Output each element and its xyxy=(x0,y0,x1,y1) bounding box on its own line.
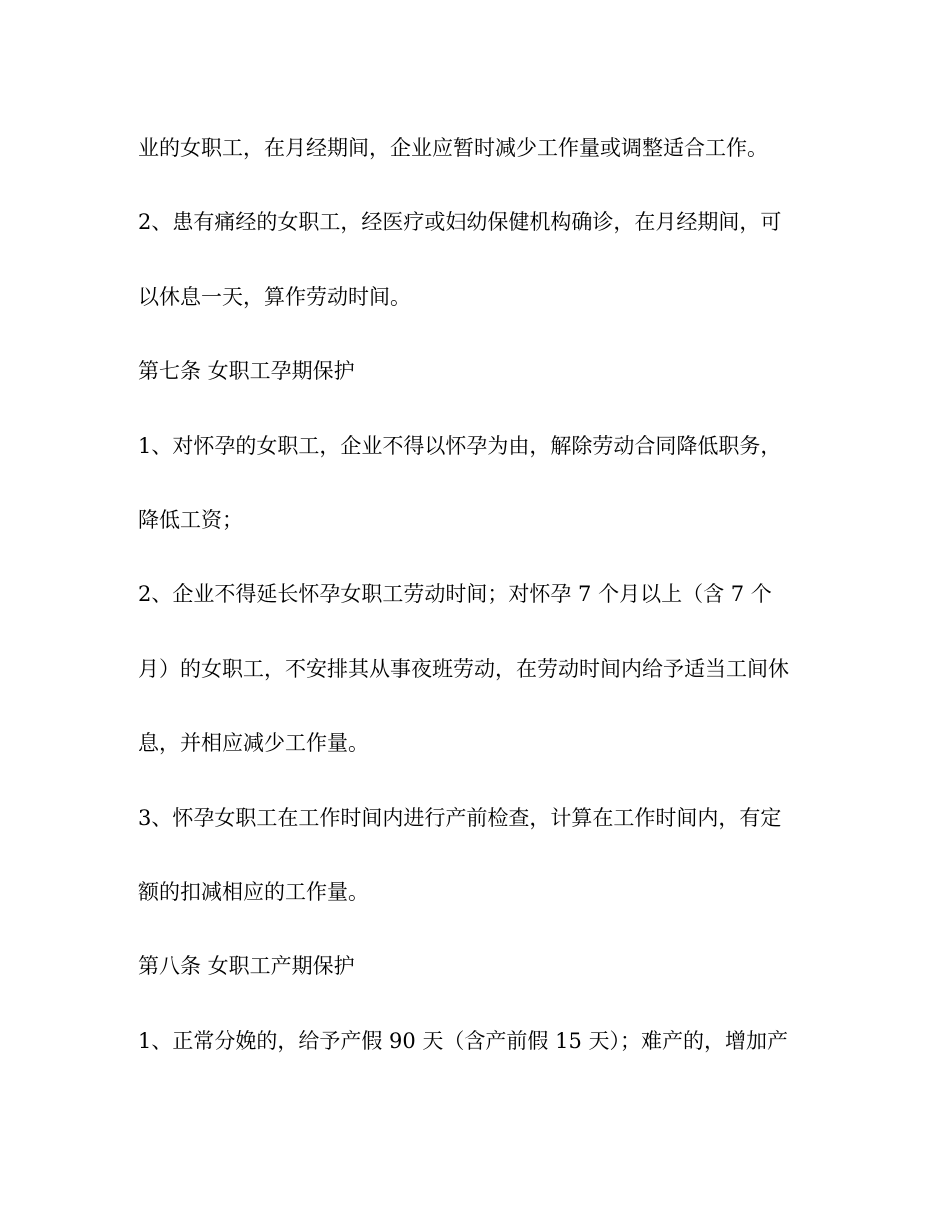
document-body xyxy=(138,134,828,1101)
text-line: 额的扣减相应的工作量。 xyxy=(138,879,369,904)
text-line: 2、企业不得延长怀孕女职工劳动时间；对怀孕 7 个月以上（含 7 个 xyxy=(138,582,772,607)
text-line: 3、怀孕女职工在工作时间内进行产前检查，计算在工作时间内，有定 xyxy=(138,805,782,830)
text-line: 1、正常分娩的，给予产假 90 天（含产前假 15 天）；难产的，增加产 xyxy=(138,1028,789,1053)
text-line: 以休息一天，算作劳动时间。 xyxy=(138,284,411,309)
text-line: 降低工资； xyxy=(138,507,243,532)
section-heading: 第七条 女职工孕期保护 xyxy=(138,359,355,384)
text-line: 业的女职工，在月经期间，企业应暂时减少工作量或调整适合工作。 xyxy=(138,136,768,160)
text-line: 息，并相应减少工作量。 xyxy=(138,731,369,756)
text-line: 2、患有痛经的女职工，经医疗或妇幼保健机构确诊，在月经期间，可 xyxy=(138,210,782,235)
text-line: 1、对怀孕的女职工，企业不得以怀孕为由，解除劳动合同降低职务， xyxy=(138,433,782,458)
section-heading: 第八条 女职工产期保护 xyxy=(138,954,355,979)
text-line: 月）的女职工，不安排其从事夜班劳动，在劳动时间内给予适当工间休 xyxy=(138,656,789,681)
